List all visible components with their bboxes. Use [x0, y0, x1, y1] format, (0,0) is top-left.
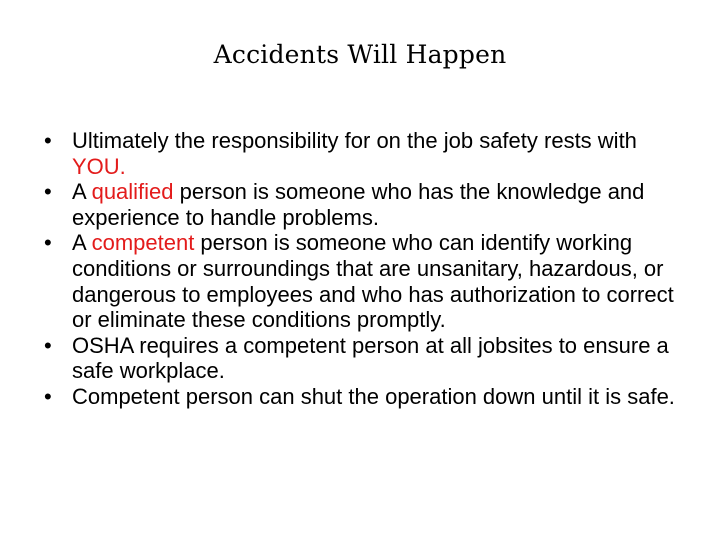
bullet-item-competent: [44, 230, 694, 332]
bullet-icon: •: [44, 128, 52, 153]
highlight-text: qualified: [91, 179, 174, 205]
bullet-text: person is someone who can identify working conditions or surroundings that are unsanitary, hazardous, or dangerous to employees and who has authorization to correct or eliminate these conditions promptly.: [72, 230, 674, 333]
bullet-item-osha: [44, 333, 694, 384]
bullet-icon: •: [44, 383, 52, 409]
bullet-icon: •: [44, 230, 52, 256]
bullet-item-qualified: [44, 179, 694, 230]
bullet-text: OSHA requires a competent person at all jobsites to ensure a safe workplace.: [72, 332, 669, 384]
bullet-list: [44, 128, 694, 410]
bullet-item-shutdown: [44, 384, 694, 410]
bullet-icon: •: [44, 179, 52, 205]
bullet-icon: •: [44, 332, 52, 358]
bullet-item-responsibility: [44, 128, 694, 179]
bullet-text: Competent person can shut the operation down until it is safe.: [72, 383, 675, 409]
bullet-text: Ultimately the responsibility for on the job safety rests with: [72, 128, 637, 153]
bullet-text: person is someone who has the knowledge and experience to handle problems.: [72, 179, 645, 230]
highlight-text: competent: [91, 230, 195, 256]
highlight-text: YOU.: [72, 153, 126, 179]
slide-title: Accidents Will Happen: [213, 40, 507, 69]
bullet-text: A: [72, 230, 92, 256]
bullet-text: A: [72, 179, 92, 205]
